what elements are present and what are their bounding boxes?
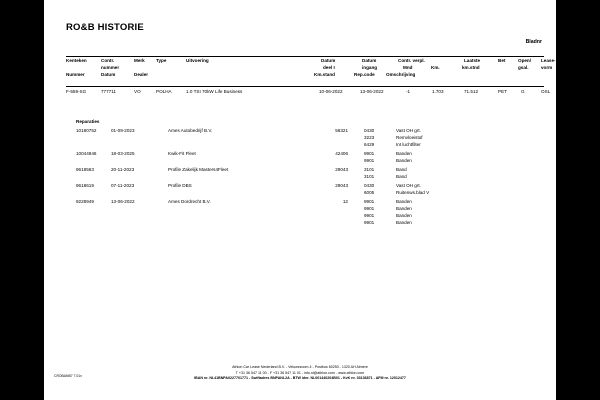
header-km-stand: Km.stand xyxy=(314,72,335,77)
table-header xyxy=(66,58,556,81)
header-lease: Lease- xyxy=(541,58,556,63)
table-row xyxy=(76,183,546,190)
page-title: RO&B HISTORIE xyxy=(66,22,144,33)
header-rule-bottom xyxy=(66,86,544,87)
rep-code: 9901 xyxy=(364,199,375,204)
vehicle-contr-nummer: 777711 xyxy=(101,89,116,94)
vehicle-bet: PET xyxy=(498,89,507,94)
vehicle-type: POLHA xyxy=(156,89,172,94)
header-type: Type xyxy=(156,58,167,63)
header-km: Km. xyxy=(431,65,440,70)
reparaties-section-title: Reparaties xyxy=(76,119,100,124)
vehicle-datum-ingang: 13-06-2022 xyxy=(360,89,384,94)
rep-km-stand: 42406 xyxy=(335,151,348,156)
vehicle-uitvoering: 1.0 TSI 70kW Life Business xyxy=(186,89,243,94)
rep-code: 9901 xyxy=(364,151,375,156)
page-footer xyxy=(44,365,556,382)
rep-omschrijving: Remvloeistof xyxy=(396,135,423,140)
rep-code: 9901 xyxy=(364,206,375,211)
header-rule-top xyxy=(66,56,544,57)
header-dealer: Dealer xyxy=(134,72,149,77)
rep-omschrijving: Banden xyxy=(396,151,412,156)
rep-omschrijving: Banden xyxy=(396,213,412,218)
header-row-2 xyxy=(66,65,553,72)
header-omschrijving: Omschrijving xyxy=(386,72,416,77)
table-subrow xyxy=(76,206,546,213)
rep-omschrijving: Banden xyxy=(396,220,412,225)
header-datum-ingang: Datum xyxy=(362,58,377,63)
rep-code: 9901 xyxy=(364,158,375,163)
rep-datum: 13-06-2022 xyxy=(111,199,135,204)
rep-datum: 01-09-2023 xyxy=(111,128,135,133)
vehicle-datum-deel-i: 10-06-2022 xyxy=(319,89,343,94)
header-row-3 xyxy=(66,72,544,81)
rep-omschrijving: Banden xyxy=(396,158,412,163)
vehicle-contr-km: 1.703 xyxy=(432,89,444,94)
header-contr-verpl: Contr. verpl. xyxy=(398,58,425,63)
header-open: Open/ xyxy=(518,58,532,63)
rep-code: 3101 xyxy=(364,174,375,179)
rep-nummer: 9618563 xyxy=(76,167,94,172)
rep-km-stand: 29043 xyxy=(335,183,348,188)
rep-code: 6005 xyxy=(364,190,375,195)
rep-omschrijving: Vast OH grt. xyxy=(396,183,421,188)
footer-contact: T +31 36 547 11 00 - F +31 36 547 11 01 - info.nl@athlon.com - www.athlon.com xyxy=(235,370,365,375)
table-row xyxy=(76,128,546,135)
rep-km-stand: 56321 xyxy=(335,128,348,133)
rep-omschrijving: Banden xyxy=(396,199,412,204)
rep-code: 0430 xyxy=(364,128,375,133)
rep-omschrijving: Ruitenws.blad V xyxy=(396,190,430,195)
rep-dealer: Kwik-Fit Fleet xyxy=(168,151,196,156)
table-row xyxy=(76,167,546,174)
footer-address: Athlon Car Lease Nederland B.V. - Veluwezoom 4 - Postbus 60250 - 1320 AH Almere xyxy=(232,365,368,370)
table-subrow xyxy=(76,220,546,227)
vehicle-row xyxy=(66,89,551,97)
rep-km-stand: 29043 xyxy=(335,167,348,172)
rep-datum: 07-11-2023 xyxy=(111,183,135,188)
rep-code: 9901 xyxy=(364,220,375,225)
rep-nummer: 9228949 xyxy=(76,199,94,204)
rep-code: 9901 xyxy=(364,213,375,218)
table-subrow xyxy=(76,190,546,197)
footer-legal: IBAN nr. NL41BNPA0227701771 - Swiftadres BNPANL2A - BTW idnr. NL001440204B01 - KvK nr. 33136871 - AFM nr. 12012477 xyxy=(194,376,406,381)
rep-nummer: 9618619 xyxy=(76,183,94,188)
rep-omschrijving: Banden xyxy=(396,206,412,211)
rep-code: 0430 xyxy=(364,183,375,188)
rep-code: 3101 xyxy=(364,167,375,172)
header-mnd: Mnd xyxy=(403,65,413,70)
header-nummer: Nummer xyxy=(66,72,85,77)
rep-dealer: Profile Zakelijk Masters4Fleet xyxy=(168,167,229,172)
document-page xyxy=(44,0,556,400)
rep-datum: 20-11-2023 xyxy=(111,167,135,172)
document-code: CROBANB7 7.01v xyxy=(54,374,82,378)
header-datum-deel: Datum xyxy=(321,58,336,63)
header-kenteken: Kenteken xyxy=(66,58,87,63)
rep-omschrijving: Int luchtfilter xyxy=(396,142,421,147)
header-vorm: vorm xyxy=(541,65,553,70)
header-datum: Datum xyxy=(101,72,116,77)
header-contr: Contr. xyxy=(101,58,115,63)
header-ingang: ingang xyxy=(362,65,378,70)
rep-km-stand: 12 xyxy=(342,199,348,204)
header-laatste: Laatste xyxy=(464,58,481,63)
header-rep-code: Rep.code xyxy=(354,72,375,77)
vehicle-open-gsal: G xyxy=(521,89,525,94)
rep-nummer: 10044946 xyxy=(76,151,97,156)
vehicle-laatste-km: 71.512 xyxy=(464,89,479,94)
header-row-1 xyxy=(66,58,556,65)
table-subrow xyxy=(76,135,546,142)
rep-code: 6429 xyxy=(364,142,375,147)
rep-dealer: Profile DBS xyxy=(168,183,192,188)
rep-omschrijving: Band xyxy=(396,167,407,172)
header-merk: Merk xyxy=(134,58,145,63)
rep-nummer: 10180752 xyxy=(76,128,97,133)
rep-omschrijving: Band xyxy=(396,174,407,179)
table-row xyxy=(76,151,546,158)
rep-omschrijving: Vast OH grt. xyxy=(396,128,421,133)
vehicle-contr-mnd: -1 xyxy=(406,89,411,94)
header-gsal: gsal. xyxy=(518,65,529,70)
vehicle-merk: VO xyxy=(134,89,141,94)
header-uitvoering: Uitvoering xyxy=(186,58,209,63)
table-subrow xyxy=(76,142,546,149)
rep-datum: 18-03-2025 xyxy=(111,151,135,156)
vehicle-kenteken: F-559-SG xyxy=(66,89,87,94)
header-km-stnd: km.stnd xyxy=(462,65,480,70)
page-number-label: Bladnr xyxy=(525,39,542,45)
table-subrow xyxy=(76,174,546,181)
rep-dealer: Ames Autobedrijf B.V. xyxy=(168,128,213,133)
rep-code: 3223 xyxy=(364,135,375,140)
header-bet: Bet xyxy=(498,58,506,63)
header-nummer-sub: nummer xyxy=(101,65,120,70)
rep-dealer: Ames Dordrecht B.V. xyxy=(168,199,211,204)
reparaties-table xyxy=(76,128,546,227)
table-subrow xyxy=(76,158,546,165)
table-subrow xyxy=(76,213,546,220)
header-deel-i: deel I xyxy=(323,65,335,70)
vehicle-lease-vorm: OSL xyxy=(541,89,551,94)
table-row xyxy=(76,199,546,206)
